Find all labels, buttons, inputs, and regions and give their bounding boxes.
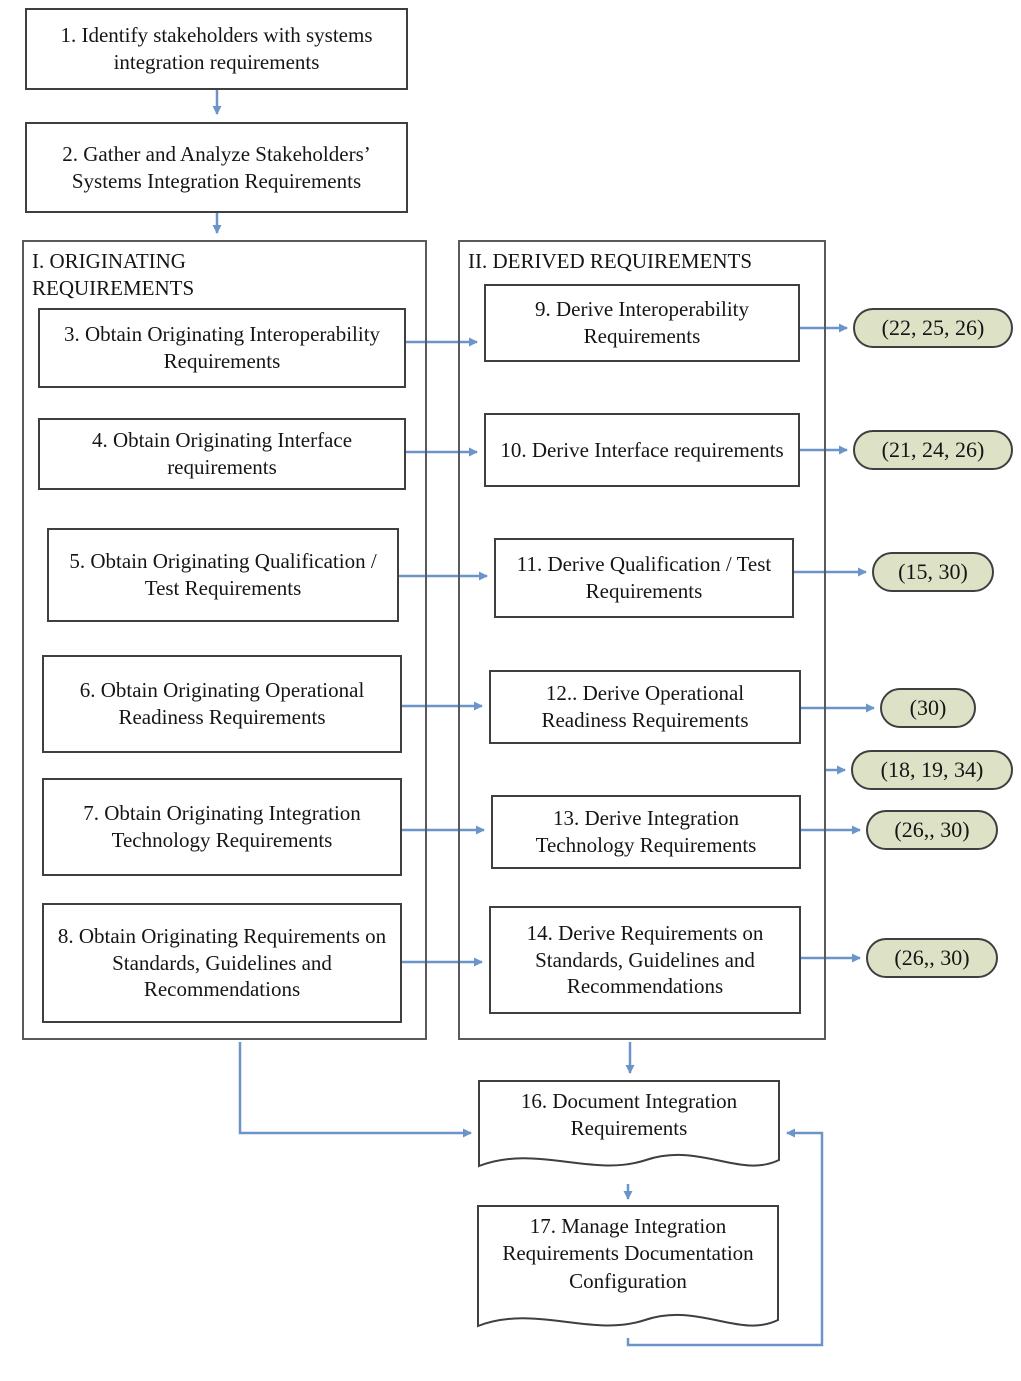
node-13-derive-integration-technology: 13. Derive Integration Technology Requirements bbox=[491, 795, 801, 869]
node-5-originating-qualification-test: 5. Obtain Originating Qualification / Test Requirements bbox=[47, 528, 399, 622]
node-6-originating-operational-readiness: 6. Obtain Originating Operational Readiness Requirements bbox=[42, 655, 402, 753]
pill-22-25-26: (22, 25, 26) bbox=[853, 308, 1013, 348]
node-11-derive-qualification-test: 11. Derive Qualification / Test Requirements bbox=[494, 538, 794, 618]
pill-26-30-a: (26,, 30) bbox=[866, 810, 998, 850]
pill-21-24-26: (21, 24, 26) bbox=[853, 430, 1013, 470]
node-17-label: 17. Manage Integration Requirements Documentation Configuration bbox=[502, 1214, 754, 1293]
node-16-document-integration-requirements bbox=[478, 1080, 780, 1185]
node-14-derive-standards-guidelines: 14. Derive Requirements on Standards, Guidelines and Recommendations bbox=[489, 906, 801, 1014]
node-17-manage-integration-requirements bbox=[477, 1205, 779, 1345]
node-12-derive-operational-readiness: 12.. Derive Operational Readiness Requirements bbox=[489, 670, 801, 744]
node-8-originating-standards-guidelines: 8. Obtain Originating Requirements on Standards, Guidelines and Recommendations bbox=[42, 903, 402, 1023]
node-9-derive-interoperability: 9. Derive Interoperability Requirements bbox=[484, 284, 800, 362]
node-4-originating-interface: 4. Obtain Originating Interface requirements bbox=[38, 418, 406, 490]
node-10-derive-interface: 10. Derive Interface requirements bbox=[484, 413, 800, 487]
pill-18-19-34: (18, 19, 34) bbox=[851, 750, 1013, 790]
group-originating-label: I. ORIGINATING REQUIREMENTS bbox=[32, 249, 195, 300]
node-7-originating-integration-technology: 7. Obtain Originating Integration Technology Requirements bbox=[42, 778, 402, 876]
pill-26-30-b: (26,, 30) bbox=[866, 938, 998, 978]
pill-30: (30) bbox=[880, 688, 976, 728]
pill-15-30: (15, 30) bbox=[872, 552, 994, 592]
node-2-gather-analyze-requirements: 2. Gather and Analyze Stakeholders’ Systems Integration Requirements bbox=[25, 122, 408, 213]
arrow-originating-to-16 bbox=[240, 1042, 471, 1133]
node-1-identify-stakeholders: 1. Identify stakeholders with systems integration requirements bbox=[25, 8, 408, 90]
node-16-label: 16. Document Integration Requirements bbox=[520, 1089, 738, 1141]
node-3-originating-interoperability: 3. Obtain Originating Interoperability Requirements bbox=[38, 308, 406, 388]
group-derived-label: II. DERIVED REQUIREMENTS bbox=[468, 249, 753, 273]
